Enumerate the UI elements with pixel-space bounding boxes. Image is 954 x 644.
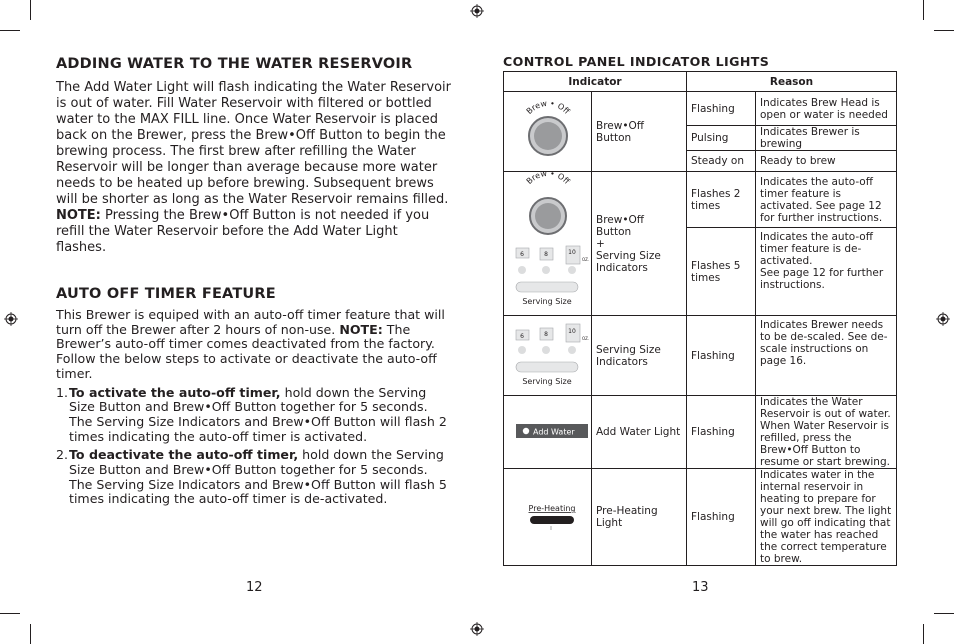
reason-cell: Ready to brew [756,151,897,172]
add-water-icon-cell [504,396,592,469]
control-panel-title: CONTROL PANEL INDICATOR LIGHTS [503,54,770,69]
brew-off-label: Brew • Off [524,98,572,116]
brew-off-button-icon [504,94,591,166]
registration-mark-icon [4,312,18,326]
table-row [504,396,897,469]
table-header-row [504,72,897,92]
serving-size-10: 10 [568,249,576,256]
pre-heating-light-icon [504,496,591,536]
page-number-right: 13 [692,580,709,595]
brew-serving-icon-cell [504,172,592,316]
left-page [56,56,451,507]
step-bold-text: To activate the auto-off timer, [69,384,281,400]
status-cell: Flashing [687,316,756,396]
table-row [504,469,897,566]
reason-cell: Indicates Brewer is brewing [756,126,897,151]
auto-off-intro-text: This Brewer is equiped with an auto-off timer feature that will turn off the Brewer after 2 hours of non-use. [56,307,445,337]
table-row [504,172,897,228]
oz-label: OZ. [582,336,590,341]
crop-mark [934,613,954,614]
list-item-number: 1. [56,384,69,400]
step-bold-text: To deactivate the auto-off timer, [69,447,299,463]
reason-cell: Indicates Brewer needs to be de-scaled. See de-scale instructions on page 16. [756,316,897,396]
status-cell: Flashes 2 times [687,172,756,228]
serving-size-icon-cell [504,316,592,396]
brew-off-label: Brew • Off [524,172,572,186]
table-row [504,92,897,126]
page-number-left: 12 [246,580,263,595]
indicator-label: Pre-Heating Light [592,469,687,566]
note-label: NOTE: [339,321,383,337]
indicator-label: Brew•Off Button + Serving Size Indicators [592,172,687,316]
section-heading-adding-water: ADDING WATER TO THE WATER RESERVOIR [56,56,413,72]
crop-mark [30,0,31,20]
section-heading-auto-off: AUTO OFF TIMER FEATURE [56,286,276,302]
pre-heating-icon-cell [504,469,592,566]
pre-heating-label: Pre-Heating [528,503,576,513]
indicator-label: Serving Size Indicators [592,316,687,396]
adding-water-text: The Add Water Light will flash indicating the Water Reservoir is out of water. Fill Water Reservoir with filtered or bottled water to the MAX FILL line. Once Water Reservoir is placed back on the Brewer, press the Brew•Off Button to begin the brewing process. The first brew after refilling the Water Reservoir will be longer than average because more water needs to be heated up before brewing. Subsequent brews will be shorter as long as the Water Reservoir remains filled. [56,80,452,207]
crop-mark [0,613,20,614]
column-header-indicator: Indicator [504,72,687,92]
column-header-reason: Reason [687,72,897,92]
serving-size-label: Serving Size [522,377,572,386]
list-item-number: 2. [56,447,69,463]
add-water-label: Add Water [533,427,575,436]
table-row [504,316,897,396]
reason-cell: Indicates water in the internal reservoir in heating to prepare for your next brew. The light will go off indicating that the water has reached the correct temperature to brew. [756,469,897,566]
registration-mark-icon [470,622,484,636]
step-text: hold down the Serving Size Button and Brew•Off Button together for 5 seconds. The Serving Size Indicators and Brew•Off Button will flash 5 times indicating the auto-off timer is de-activated. [69,447,447,507]
crop-mark [934,30,954,31]
status-cell: Pulsing [687,126,756,151]
right-page [503,54,897,566]
crop-mark [30,624,31,644]
indicator-table [503,71,897,566]
step-text: hold down the Serving Size Button and Brew•Off Button together for 5 seconds. The Serving Size Indicators and Brew•Off Button will flash 2 times indicating the auto-off timer is activated. [69,384,447,444]
serving-size-6: 6 [520,333,524,340]
list-item-text [69,448,451,507]
list-item-text [69,386,451,445]
auto-off-intro [56,308,451,382]
status-cell: Flashing [687,92,756,126]
note-label: NOTE: [56,208,101,223]
adding-water-body [56,80,451,256]
svg-text:Brew • Off [525,99,572,116]
add-water-light-icon [504,416,591,446]
oz-label: OZ. [582,257,590,262]
reason-cell: Indicates the auto-off timer feature is activated. See page 12 for further instructions. [756,172,897,228]
registration-mark-icon [936,312,950,326]
status-cell: Flashing [687,396,756,469]
reason-cell: Indicates the auto-off timer feature is de-activated. See page 12 for further instructions. [756,228,897,316]
status-cell: Steady on [687,151,756,172]
note-text: Pressing the Brew•Off Button is not needed if you refill the Water Reservoir before the Add Water Light flashes. [56,208,430,255]
serving-size-8: 8 [544,331,548,338]
indicator-label: Add Water Light [592,396,687,469]
serving-size-10: 10 [568,328,576,335]
auto-off-intro-text-2: The Brewer’s auto-off timer comes deactivated from the factory. Follow the below steps to activate or deactivate the auto-off timer. [56,321,437,381]
reason-cell: Indicates Brew Head is open or water is needed [756,92,897,126]
reason-cell: Indicates the Water Reservoir is out of water. When Water Reservoir is refilled, press the Brew•Off Button to resume or start brewing. [756,396,897,469]
crop-mark [0,30,20,31]
indicator-label: Brew•Off Button [592,92,687,172]
crop-mark [923,0,924,20]
brew-off-icon-cell [504,92,592,172]
list-item [56,386,451,445]
serving-size-label: Serving Size [522,297,572,306]
svg-text:Brew • Off [525,172,572,186]
serving-size-6: 6 [520,251,524,258]
serving-size-8: 8 [544,251,548,258]
brew-off-serving-size-icon [504,172,591,312]
serving-size-indicators-icon [504,316,591,392]
registration-mark-icon [470,4,484,18]
status-cell: Flashes 5 times [687,228,756,316]
list-item [56,448,451,507]
status-cell: Flashing [687,469,756,566]
crop-mark [923,624,924,644]
